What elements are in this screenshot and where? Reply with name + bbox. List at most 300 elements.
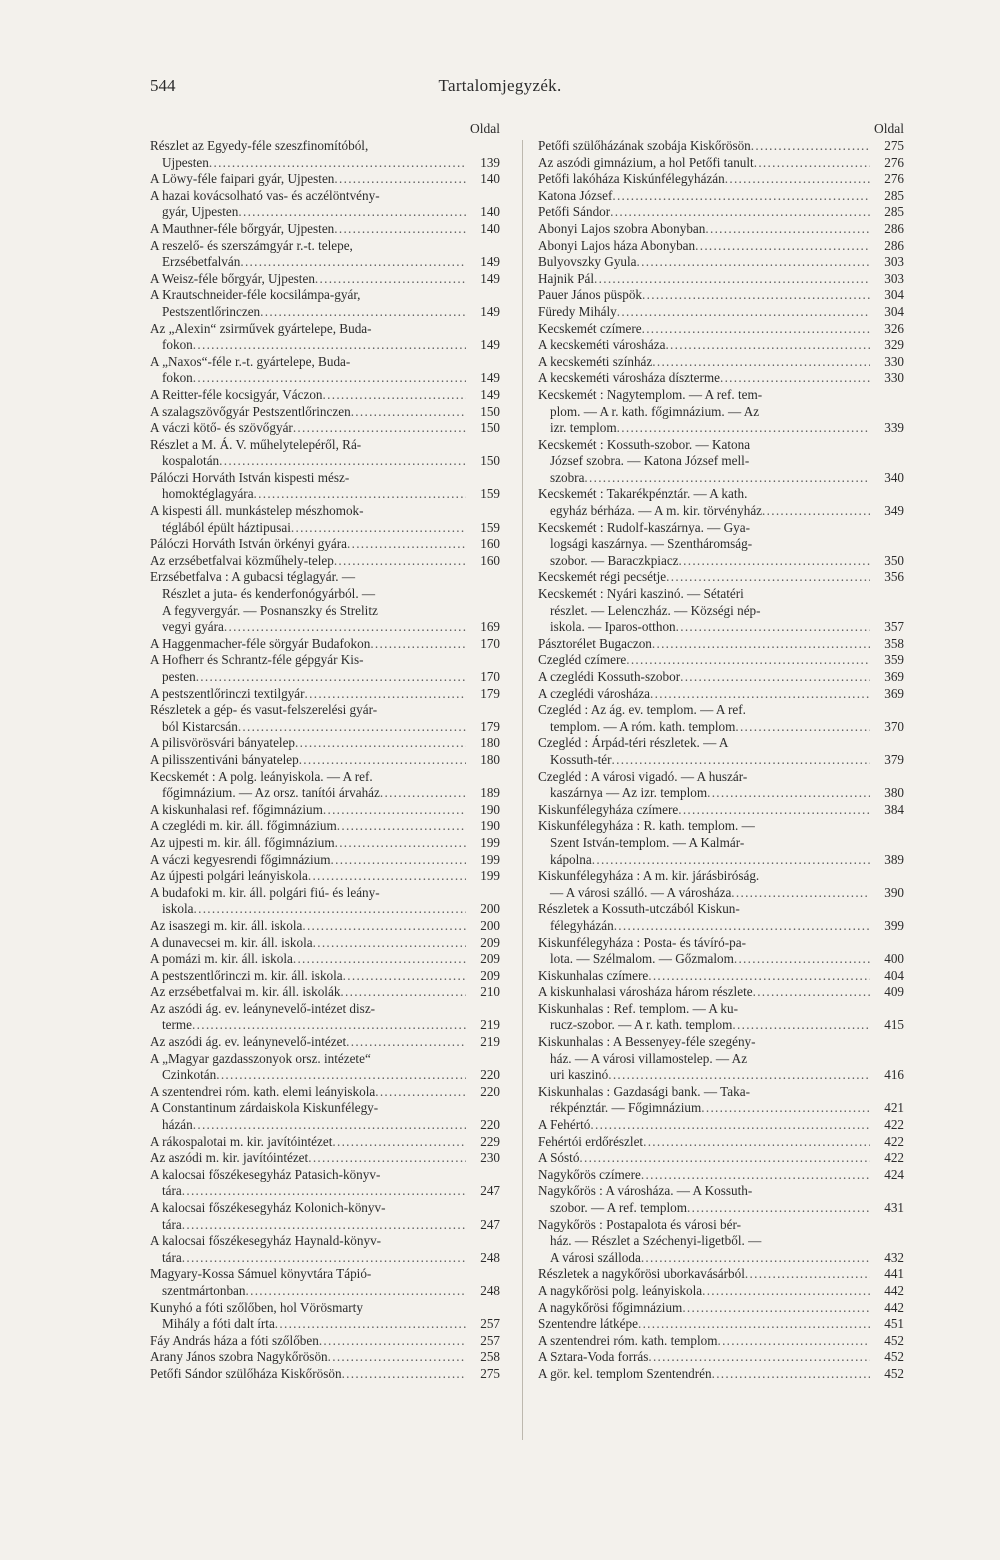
toc-entry <box>150 735 500 752</box>
toc-entry-line <box>538 1333 904 1350</box>
page-heading-label: Oldal <box>874 121 904 136</box>
toc-entry <box>538 735 904 768</box>
toc-entry <box>150 984 500 1001</box>
toc-entry <box>150 503 500 536</box>
toc-entry <box>150 171 500 188</box>
toc-entry <box>150 1366 500 1383</box>
toc-entry-line <box>538 569 904 586</box>
toc-page-number: 180 <box>480 735 500 751</box>
toc-entry-text: A pestszentlőrinczi m. kir. áll. iskola <box>150 967 343 983</box>
toc-entry-line <box>538 453 904 470</box>
dot-leader <box>725 171 870 188</box>
toc-entry <box>150 238 500 271</box>
toc-entry <box>150 968 500 985</box>
toc-entry-text: Abonyi Lajos szobra Abonyban <box>538 220 706 236</box>
toc-entry-line <box>538 1300 904 1317</box>
toc-entry-text: A Mauthner-féle bőrgyár, Ujpesten <box>150 220 335 236</box>
dot-leader <box>745 1266 870 1283</box>
toc-page-number: 275 <box>480 1365 500 1381</box>
dot-leader <box>734 951 870 968</box>
dot-leader <box>617 420 870 437</box>
toc-entry-line <box>538 1034 904 1051</box>
toc-page-number: 340 <box>884 469 904 485</box>
toc-entry-text: iskola <box>162 901 194 917</box>
toc-page-number: 424 <box>884 1166 904 1182</box>
toc-entry <box>150 918 500 935</box>
toc-entry-line <box>150 420 500 437</box>
toc-entry <box>150 1233 500 1266</box>
toc-entry-text: A „Naxos“-féle r.-t. gyártelepe, Buda- <box>150 353 351 369</box>
dot-leader <box>240 254 466 271</box>
toc-entry-text: Kecskemét : Nyári kaszinó. — Sétatéri <box>538 586 744 602</box>
toc-entry-line <box>150 1067 500 1084</box>
toc-page-number: 170 <box>480 669 500 684</box>
toc-entry-line <box>538 188 904 205</box>
toc-page-number: 422 <box>884 1117 904 1133</box>
dot-leader <box>319 1333 466 1350</box>
toc-entry <box>150 636 500 653</box>
toc-page-number: 220 <box>480 1117 500 1133</box>
dot-leader <box>323 387 466 404</box>
toc-entry-line <box>538 1366 904 1383</box>
toc-page-number: 248 <box>480 1249 500 1265</box>
toc-entry-text: kospalotán <box>162 453 220 469</box>
toc-entry-line <box>538 304 904 321</box>
dot-leader <box>705 221 870 238</box>
toc-entry-line <box>150 171 500 188</box>
toc-entry <box>150 138 500 171</box>
toc-entry-text: Abonyi Lajos háza Abonyban <box>538 237 696 253</box>
toc-page-number: 275 <box>884 138 904 153</box>
dot-leader <box>695 238 870 255</box>
toc-entry-text: házán <box>162 1117 193 1133</box>
toc-entry-line <box>538 470 904 487</box>
toc-entry <box>150 752 500 769</box>
toc-entry <box>150 188 500 221</box>
toc-entry-line <box>538 968 904 985</box>
toc-entry-line <box>150 619 500 636</box>
toc-entry <box>538 1183 904 1216</box>
toc-page-number: 339 <box>884 420 904 436</box>
toc-entry <box>538 221 904 238</box>
toc-entry-text: Kecskemét régi pecsétje <box>538 569 667 585</box>
dot-leader <box>638 1316 870 1333</box>
toc-entry-line <box>538 1117 904 1134</box>
toc-entry-line <box>538 287 904 304</box>
toc-entry-text: A pilisszentiváni bányatelep <box>150 751 299 767</box>
toc-entry <box>150 818 500 835</box>
dot-leader <box>666 569 870 586</box>
dot-leader <box>762 503 870 520</box>
toc-page-number: 257 <box>480 1332 500 1348</box>
toc-page-number: 370 <box>884 718 904 734</box>
toc-entry-text: Czegléd : Árpád-téri részletek. — A <box>538 735 729 751</box>
toc-entry-text: rékpénztár. — Főgimnázium <box>550 1100 702 1116</box>
toc-entry-line <box>538 918 904 935</box>
dot-leader <box>224 619 466 636</box>
dot-leader <box>720 370 870 387</box>
toc-entry-text: Az erzsébetfalvai m. kir. áll. iskolák <box>150 984 341 1000</box>
toc-page-number: 441 <box>884 1266 904 1282</box>
dot-leader <box>238 204 466 221</box>
toc-entry <box>150 470 500 503</box>
toc-entry <box>538 818 904 868</box>
toc-page-number: 139 <box>480 154 500 170</box>
toc-entry-text: szobra <box>550 469 585 485</box>
toc-entry-text: Fehértói erdőrészlet <box>538 1133 644 1149</box>
toc-entry <box>150 271 500 288</box>
toc-entry <box>538 702 904 735</box>
toc-entry-line <box>150 719 500 736</box>
dot-leader <box>687 1200 870 1217</box>
toc-entry-line <box>150 735 500 752</box>
toc-page-number: 422 <box>884 1150 904 1166</box>
toc-page-number: 303 <box>884 270 904 286</box>
dot-leader <box>260 304 466 321</box>
toc-entry-text: Fáy András háza a fóti szőlőben <box>150 1332 319 1348</box>
dot-leader <box>717 1333 870 1350</box>
toc-page-number: 209 <box>480 951 500 967</box>
dot-leader <box>678 802 870 819</box>
toc-entry-line <box>538 503 904 520</box>
toc-entry-text: ház. — Részlet a Széchenyi-ligetből. — <box>550 1233 762 1249</box>
toc-page-number: 140 <box>480 171 500 187</box>
toc-entry-line <box>538 1266 904 1283</box>
toc-list <box>538 138 904 1383</box>
toc-entry-line <box>150 935 500 952</box>
toc-entry-text: Petőfi szülőházának szobája Kiskőrösön <box>538 138 751 153</box>
dot-leader <box>293 951 466 968</box>
toc-page-number: 384 <box>884 801 904 817</box>
dot-leader <box>194 901 466 918</box>
toc-entry-line <box>538 752 904 769</box>
page-number: 544 <box>150 76 176 95</box>
toc-page-number: 452 <box>884 1365 904 1381</box>
dot-leader <box>594 271 870 288</box>
toc-page-number: 369 <box>884 685 904 701</box>
toc-entry <box>538 586 904 636</box>
toc-entry-line <box>150 702 500 719</box>
toc-entry-text: A kalocsai főszékesegyház Kolonich-könyv- <box>150 1200 386 1215</box>
dot-leader <box>182 1183 466 1200</box>
toc-entry <box>150 354 500 387</box>
toc-entry-line <box>538 702 904 719</box>
toc-entry-line <box>538 437 904 454</box>
toc-entry-line <box>150 1283 500 1300</box>
toc-entry-line <box>150 520 500 537</box>
toc-entry <box>150 1300 500 1333</box>
toc-page-number: 452 <box>884 1332 904 1348</box>
toc-page-number: 358 <box>884 635 904 651</box>
toc-entry <box>538 337 904 354</box>
toc-page-number: 220 <box>480 1067 500 1083</box>
toc-entry-line <box>150 1084 500 1101</box>
toc-entry-line <box>538 1100 904 1117</box>
toc-entry <box>538 486 904 519</box>
toc-entry-text: Az aszódi m. kir. javítóintézet <box>150 1150 309 1166</box>
toc-entry <box>538 669 904 686</box>
toc-entry-line <box>150 1150 500 1167</box>
toc-page-number: 380 <box>884 785 904 801</box>
toc-entry-line <box>538 1150 904 1167</box>
toc-entry-text: A Hofherr és Schrantz-féle gépgyár Kis- <box>150 652 364 668</box>
column-divider <box>522 140 523 1440</box>
toc-entry-line <box>150 868 500 885</box>
toc-entry-text: Részletek a nagykőrösi uborkavásárból <box>538 1266 745 1282</box>
dot-leader <box>337 818 466 835</box>
toc-entry-line <box>150 387 500 404</box>
toc-entry-text: A kiskunhalasi városháza három részlete <box>538 984 753 1000</box>
toc-entry-text: terme <box>162 1017 193 1033</box>
toc-entry-text: A dunavecsei m. kir. áll. iskola <box>150 934 313 950</box>
toc-entry-text: A Sztara-Voda forrás <box>538 1349 649 1365</box>
dot-leader <box>642 321 870 338</box>
dot-leader <box>380 785 466 802</box>
toc-page-number: 199 <box>480 868 500 884</box>
toc-entry-line <box>150 1117 500 1134</box>
dot-leader <box>679 553 870 570</box>
toc-page-number: 422 <box>884 1133 904 1149</box>
toc-entry-line <box>150 486 500 503</box>
toc-entry <box>538 304 904 321</box>
toc-entry-text: A Sóstó <box>538 1150 580 1166</box>
toc-page-number: 248 <box>480 1282 500 1298</box>
toc-entry-text: Pauer János püspök <box>538 287 643 303</box>
toc-entry-text: Czegléd : A városi vigadó. — A huszár- <box>538 768 748 784</box>
toc-entry <box>538 1316 904 1333</box>
toc-entry-line <box>150 835 500 852</box>
toc-entry-line <box>150 437 500 454</box>
toc-entry-line <box>538 652 904 669</box>
toc-entry-text: Kiskunhalas : A Bessenyey-féle szegény- <box>538 1034 756 1050</box>
dot-leader <box>731 885 870 902</box>
dot-leader <box>751 138 870 155</box>
toc-entry-line <box>150 802 500 819</box>
toc-page-number: 149 <box>480 254 500 270</box>
toc-entry-line <box>538 802 904 819</box>
toc-entry-text: ból Kistarcsán <box>162 718 238 734</box>
dot-leader <box>302 918 466 935</box>
toc-entry-line <box>150 785 500 802</box>
toc-entry <box>538 254 904 271</box>
dot-leader <box>584 470 870 487</box>
toc-entry-text: Az erzsébetfalvai közműhely-telep <box>150 552 334 568</box>
toc-page-number: 276 <box>884 154 904 170</box>
dot-leader <box>238 719 466 736</box>
toc-page-number: 199 <box>480 834 500 850</box>
toc-entry <box>538 321 904 338</box>
toc-page-number: 285 <box>884 187 904 203</box>
toc-entry-text: tára <box>162 1249 182 1265</box>
toc-entry-text: félegyházán <box>550 917 614 933</box>
toc-entry-line <box>150 686 500 703</box>
toc-entry-text: Nagykőrös : Postapalota és városi bér- <box>538 1216 741 1232</box>
toc-entry-line <box>538 1233 904 1250</box>
toc-page-number: 140 <box>480 220 500 236</box>
toc-page-number: 357 <box>884 619 904 635</box>
toc-page-number: 149 <box>480 337 500 353</box>
toc-entry-text: A czeglédi városháza <box>538 685 651 701</box>
toc-entry <box>150 1134 500 1151</box>
toc-page-number: 349 <box>884 503 904 519</box>
toc-entry-text: Szent István-templom. — A Kalmár- <box>550 834 745 850</box>
toc-entry-text: A pestszentlőrinczi textilgyár <box>150 685 305 701</box>
toc-page-number: 276 <box>884 171 904 187</box>
toc-page-number: 356 <box>884 569 904 585</box>
toc-entry-text: A kiskunhalasi ref. főgimnázium <box>150 801 323 817</box>
toc-entry <box>538 354 904 371</box>
toc-entry-text: A kecskeméti városháza <box>538 337 666 353</box>
toc-entry-line <box>150 1167 500 1184</box>
toc-entry-text: A nagykőrösi főgimnázium <box>538 1299 683 1315</box>
dot-leader <box>332 1134 466 1151</box>
toc-entry <box>150 702 500 735</box>
toc-entry-text: Részlet a juta- és kenderfonógyárból. — <box>162 586 376 602</box>
toc-entry-line <box>538 719 904 736</box>
toc-entry-text: A Haggenmacher-féle sörgyár Budafokon <box>150 635 371 651</box>
toc-page-number: 303 <box>884 254 904 270</box>
toc-entry-text: Részlet az Egyedy-féle szeszfinomítóból, <box>150 138 369 153</box>
toc-entry-line <box>150 470 500 487</box>
toc-entry-text: Kecskemét : Nagytemplom. — A ref. tem- <box>538 386 763 402</box>
toc-entry-text: Bulyovszky Gyula <box>538 254 637 270</box>
toc-entry-line <box>538 553 904 570</box>
toc-entry-text: Nagykőrös czímere <box>538 1166 641 1182</box>
toc-entry-text: A kalocsai főszékesegyház Patasich-könyv- <box>150 1166 381 1182</box>
toc-page-number: 190 <box>480 801 500 817</box>
toc-entry-text: A szentendrei róm. kath. elemi leányiskola <box>150 1083 376 1099</box>
toc-entry-line <box>538 420 904 437</box>
toc-page-number: 209 <box>480 934 500 950</box>
toc-entry-line <box>538 536 904 553</box>
toc-entry-line <box>150 1200 500 1217</box>
toc-page-number: 179 <box>480 718 500 734</box>
toc-entry <box>538 1300 904 1317</box>
toc-entry-text: A czeglédi m. kir. áll. főgimnázium <box>150 818 337 834</box>
toc-page-number: 286 <box>884 237 904 253</box>
dot-leader <box>612 188 870 205</box>
toc-entry-line <box>150 155 500 172</box>
toc-entry <box>538 1150 904 1167</box>
toc-entry-line <box>150 885 500 902</box>
running-title: Tartalomjegyzék. <box>438 76 562 95</box>
toc-page-number: 421 <box>884 1100 904 1116</box>
dot-leader <box>291 520 466 537</box>
toc-page-number: 369 <box>884 669 904 684</box>
dot-leader <box>346 1034 466 1051</box>
toc-entry-text: templom. — A róm. kath. templom <box>550 718 736 734</box>
toc-entry-line <box>538 852 904 869</box>
dot-leader <box>637 254 870 271</box>
toc-page-number: 330 <box>884 353 904 369</box>
toc-entry <box>538 204 904 221</box>
toc-entry-line <box>538 818 904 835</box>
toc-entry-text: tára <box>162 1183 182 1199</box>
toc-entry-line <box>150 204 500 221</box>
toc-entry-text: A városi szálloda <box>550 1249 641 1265</box>
toc-entry-line <box>538 1051 904 1068</box>
toc-entry-text: A kispesti áll. munkástelep mészhomok- <box>150 503 364 519</box>
dot-leader <box>370 636 466 653</box>
dot-leader <box>610 204 870 221</box>
dot-leader <box>665 337 870 354</box>
toc-entry-line <box>150 221 500 238</box>
toc-entry <box>150 404 500 421</box>
toc-entry-text: Az aszódi gimnázium, a hol Petőfi tanult <box>538 154 754 170</box>
toc-entry-text: uri kaszinó <box>550 1067 609 1083</box>
toc-entry-line <box>538 370 904 387</box>
toc-page-number: 230 <box>480 1150 500 1166</box>
toc-entry <box>150 420 500 437</box>
toc-entry-text: rucz-szobor. — A r. kath. templom <box>550 1017 733 1033</box>
toc-entry-text: Czegléd czímere <box>538 652 627 668</box>
dot-leader <box>275 1316 466 1333</box>
toc-entry-line <box>150 1250 500 1267</box>
toc-entry-line <box>538 984 904 1001</box>
toc-entry-line <box>538 155 904 172</box>
toc-entry-text: Az újpesti polgári leányiskola <box>150 868 308 884</box>
toc-entry-line <box>150 1333 500 1350</box>
dot-leader <box>608 1067 870 1084</box>
dot-leader <box>334 171 466 188</box>
toc-entry <box>538 868 904 901</box>
toc-entry <box>538 138 904 155</box>
toc-entry-line <box>538 1167 904 1184</box>
toc-entry <box>150 1150 500 1167</box>
toc-page-number: 219 <box>480 1017 500 1033</box>
toc-entry-text: Kecskemét : Takarékpénztár. — A kath. <box>538 486 748 502</box>
toc-entry-line <box>538 271 904 288</box>
dot-leader <box>648 968 870 985</box>
toc-entry-text: Petőfi lakóháza Kiskúnfélegyházán <box>538 171 725 187</box>
toc-entry <box>150 1333 500 1350</box>
toc-entry-line <box>538 138 904 155</box>
toc-entry-text: Kunyhó a fóti szőlőben, hol Vörösmarty <box>150 1299 363 1315</box>
toc-page-number: 390 <box>884 884 904 900</box>
toc-entry <box>150 686 500 703</box>
toc-page-number: 220 <box>480 1083 500 1099</box>
toc-entry-line <box>150 769 500 786</box>
toc-entry-text: Kecskemét : Kossuth-szobor. — Katona <box>538 436 751 452</box>
dot-leader <box>590 1117 870 1134</box>
toc-entry-line <box>150 852 500 869</box>
toc-entry-text: Kossuth-tér <box>550 751 612 767</box>
toc-entry-line <box>150 337 500 354</box>
toc-entry-text: A váczi kötő- és szövőgyár <box>150 420 293 436</box>
toc-entry-line <box>150 536 500 553</box>
dot-leader <box>579 1150 870 1167</box>
toc-entry-line <box>538 935 904 952</box>
dot-leader <box>648 1349 870 1366</box>
toc-entry-text: iskola. — Iparos-otthon <box>550 619 676 635</box>
toc-entry-line <box>538 204 904 221</box>
toc-page-number: 415 <box>884 1017 904 1033</box>
toc-page-number: 286 <box>884 220 904 236</box>
toc-entry-text: A „Magyar gazdasszonyok orsz. intézete“ <box>150 1050 371 1066</box>
toc-entry <box>538 901 904 934</box>
toc-list <box>150 138 500 1383</box>
toc-entry <box>538 188 904 205</box>
toc-entry <box>538 437 904 487</box>
toc-entry-text: logsági kaszárnya. — Szentháromság- <box>550 536 753 552</box>
dot-leader <box>299 752 466 769</box>
toc-entry <box>150 1001 500 1034</box>
dot-leader <box>643 1134 870 1151</box>
toc-entry <box>150 835 500 852</box>
toc-page-number: 399 <box>884 917 904 933</box>
toc-page-number: 451 <box>884 1316 904 1332</box>
dot-leader <box>323 802 466 819</box>
